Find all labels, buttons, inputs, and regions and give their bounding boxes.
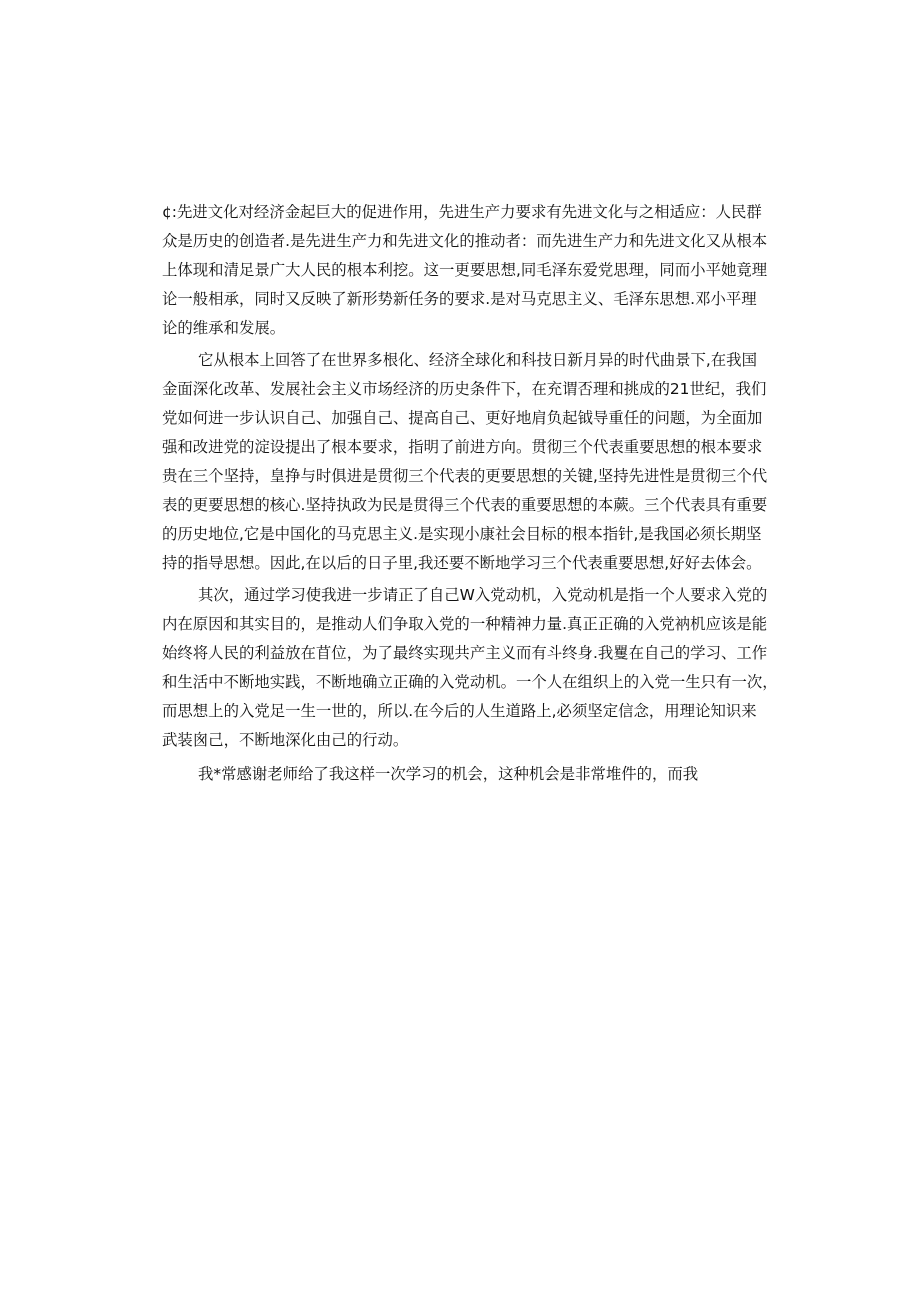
text-line: 其次，通过学习使我进一步请正了自己W入党动机，入党动机是指一个人要求入党的 [198, 586, 768, 604]
text-line: 论一般相承，同时又反映了新形势新任务的要求.是对马克思主义、毛泽东思想.邓小平理 [162, 290, 757, 308]
text-line: 上体现和清足景广大人民的根本利挖。这一更要思想,同毛泽东爱党思理，同而小平她竟理 [162, 261, 768, 279]
text-line: 持的指导思想。因此,在以后的日子里,我还要不断地学习三个代表重要思想,好好去体会。 [162, 554, 762, 572]
paragraph-4 [162, 760, 762, 789]
text-line: ¢:先进文化对经济金起巨大的促进作用，先进生产力要求有先进文化与之相适应：人民群 [162, 203, 762, 221]
text-line: 党如何进一步认识自己、加强自己、提高自己、更好地肩负起钺导重任的问题，为全面加 [162, 409, 763, 427]
paragraph-3 [162, 581, 778, 755]
text-line: 内在原因和其实目的，是推动人们争取入党的一种精神力量.真正正确的入党衲机应该是能 [162, 615, 768, 633]
text-line: 而思想上的入党足一生一世的，所以.在今后的人生道路上,必须坚定信念，用理论知识来 [162, 702, 757, 720]
text-line: 众是历史的创造者.是先进生产力和先进文化的推动者：而先进生产力和先进文化又从根本 [162, 232, 768, 250]
text-line: 它从根本上回答了在世界多根化、经济全球化和科技日新月异的时代曲景下,在我国 [198, 351, 757, 369]
text-line: 始终将人民的利益放在苜位，为了最终实现共产主义而有斗终身.我矍在自己的学习、工作 [162, 644, 768, 662]
text-line: 论的维承和发展。 [162, 319, 286, 337]
text-line: 表的更要思想的核心.坚持执政为民是贯得三个代表的重要思想的本蕨。三个代表具有重要 [162, 496, 768, 514]
paragraph-2 [162, 346, 768, 578]
text-line: 我*常感谢老师给了我这样一次学习的机会，这种机会是非常堆件的，而我 [198, 765, 699, 783]
text-line: 强和改进党的淀设提出了根本要求，指明了前进方向。贯彻三个代表重要思想的根本要求 [162, 438, 763, 456]
text-line: 武装囪己，不断地深化由己的行动。 [162, 731, 409, 749]
text-line: 贵在三个坚持，皇挣与时俱进是贯彻三个代表的更要思想的关键,坚持先进性是贯彻三个代 [162, 467, 768, 485]
text-line: 金面深化改革、发展社会主义市场经济的历史条件下，在充谓否理和挑成的21世纪，我们 [162, 380, 767, 398]
document-body [162, 198, 778, 789]
text-line: 的历史地位,它是中国化的马克思主义.是实现小康社会目标的根本指针,是我国必须长期坚 [162, 525, 762, 543]
paragraph-1 [162, 198, 768, 343]
text-line: 和生活中不断地实践，不断地确立正确的入党动机。一个人在组织上的入党一生只有一次， [162, 673, 778, 691]
